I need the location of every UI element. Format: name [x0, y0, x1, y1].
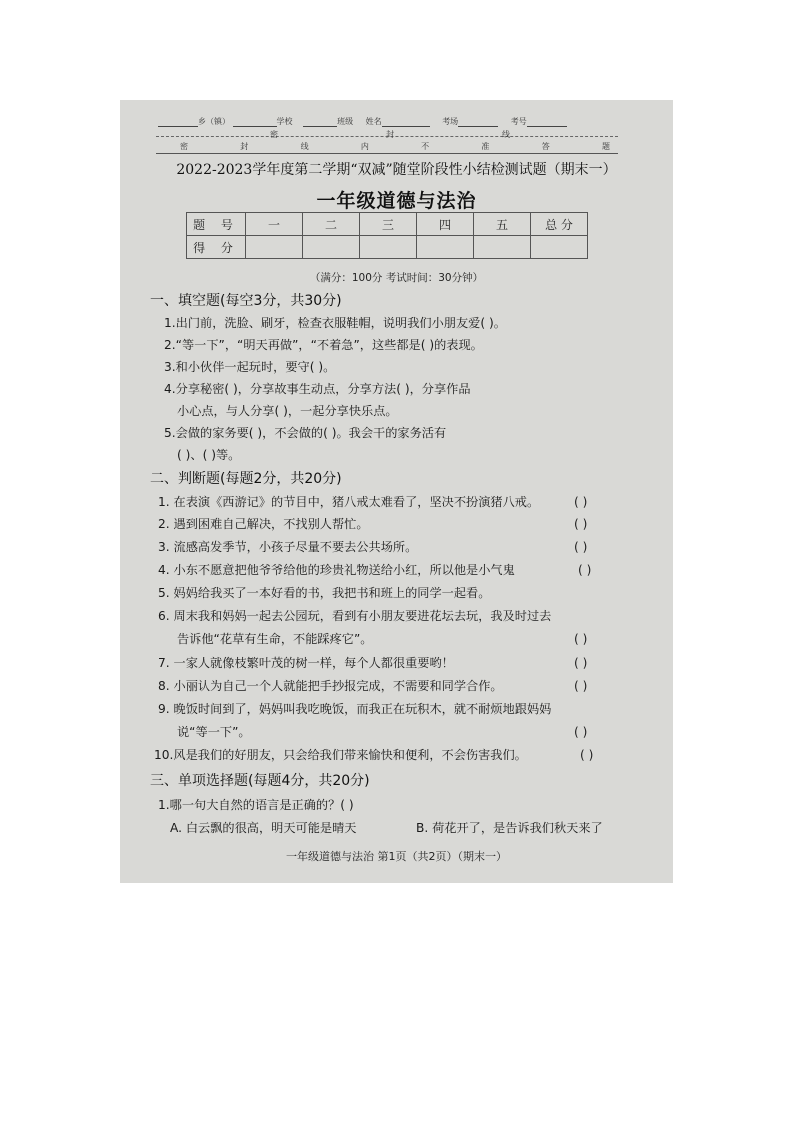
- table-cell: 得 分: [187, 236, 246, 259]
- seal-char: 封: [240, 142, 249, 151]
- exam-room-label: 考场: [442, 117, 459, 126]
- question-line: 5.会做的家务要( )，不会做的( )。我会干的家务活有: [164, 426, 447, 440]
- name-label: 姓名: [365, 117, 382, 126]
- choice-question: 1.哪一句大自然的语言是正确的？( ): [158, 798, 354, 812]
- header-rule: [156, 153, 618, 154]
- judge-item: 10.风是我们的好朋友，只会给我们带来愉快和便利，不会伤害我们。: [154, 748, 527, 762]
- table-header-cell: 题 号: [187, 213, 246, 236]
- subject-title: 一年级道德与法治: [316, 190, 477, 212]
- answer-paren: ( ): [574, 517, 588, 531]
- table-cell: [246, 236, 303, 259]
- section-heading: 二、判断题(每题2分，共20分): [150, 471, 342, 487]
- table-header-cell: 一: [246, 213, 303, 236]
- answer-paren: ( ): [574, 495, 588, 509]
- choice-option-a: A. 白云飘的很高，明天可能是晴天: [170, 821, 357, 835]
- seal-char: 不: [421, 142, 430, 151]
- class-label: 班级: [337, 117, 354, 126]
- table-header-cell: 总 分: [531, 213, 588, 236]
- table-cell: [303, 236, 360, 259]
- table-header-cell: 二: [303, 213, 360, 236]
- question-line: 1.出门前，洗脸、刷牙，检查衣服鞋帽，说明我们小朋友爱( )。: [164, 316, 506, 330]
- exam-number-label: 考号: [510, 117, 527, 126]
- judge-item: 1. 在表演《西游记》的节目中，猪八戒太难看了，坚决不扮演猪八戒。: [158, 495, 540, 509]
- question-line: ( )、( )等。: [177, 448, 241, 462]
- seal-notice: [180, 141, 610, 152]
- answer-paren: ( ): [574, 632, 588, 646]
- seal-char: 密: [180, 142, 188, 151]
- section-heading: 三、单项选择题(每题4分，共20分): [150, 773, 370, 789]
- answer-paren: ( ): [578, 563, 592, 577]
- exam-paper-photo: [120, 100, 673, 883]
- answer-paren: ( ): [574, 679, 588, 693]
- seal-char: 题: [601, 142, 610, 151]
- question-line: 2.“等一下”，“明天再做”，“不着急”，这些都是( )的表现。: [164, 338, 483, 352]
- answer-paren: ( ): [574, 540, 588, 554]
- table-cell: [474, 236, 531, 259]
- question-line: 4.分享秘密( )，分享故事生动点，分享方法( )，分享作品: [164, 382, 471, 396]
- table-cell: [531, 236, 588, 259]
- seal-char: 准: [481, 142, 490, 151]
- table-row: [187, 213, 588, 236]
- answer-paren: ( ): [574, 725, 588, 739]
- table-header-cell: 三: [360, 213, 417, 236]
- table-cell: [417, 236, 474, 259]
- exam-title: 2022-2023学年度第二学期“双减”随堂阶段性小结检测试题（期末一）: [176, 162, 617, 178]
- choice-option-b: B. 荷花开了，是告诉我们秋天来了: [416, 821, 603, 835]
- cut-char: 线: [502, 130, 510, 139]
- answer-paren: ( ): [580, 748, 594, 762]
- section-heading: 一、填空题(每空3分，共30分): [150, 293, 342, 309]
- judge-item: 5. 妈妈给我买了一本好看的书，我把书和班上的同学一起看。: [158, 586, 491, 600]
- question-line: 小心点，与人分享( )，一起分享快乐点。: [177, 404, 398, 418]
- school-label: 学校: [276, 117, 293, 126]
- cut-char: 封: [386, 130, 394, 139]
- judge-item: 9. 晚饭时间到了，妈妈叫我吃晚饭，而我正在玩积木，就不耐烦地跟妈妈: [158, 702, 552, 716]
- table-cell: [360, 236, 417, 259]
- page-footer: 一年级道德与法治 第1页（共2页）（期末一）: [286, 850, 507, 863]
- judge-item: 8. 小丽认为自己一个人就能把手抄报完成，不需要和同学合作。: [158, 679, 503, 693]
- judge-item: 7. 一家人就像枝繁叶茂的树一样，每个人都很重要哟！: [158, 656, 454, 670]
- judge-item: 2. 遇到困难自己解决，不找别人帮忙。: [158, 517, 369, 531]
- judge-item: 告诉他“花草有生命，不能踩疼它”。: [177, 632, 373, 646]
- judge-item: 说“等一下”。: [177, 725, 251, 739]
- question-line: 3.和小伙伴一起玩时，要守( )。: [164, 360, 336, 374]
- seal-char: 答: [541, 142, 550, 151]
- township-label: 乡（镇）: [198, 117, 230, 126]
- student-info-line: [158, 116, 620, 127]
- exam-info: （满分：100分 考试时间：30分钟）: [309, 272, 484, 284]
- judge-item: 4. 小东不愿意把他爷爷给他的珍贵礼物送给小红，所以他是小气鬼: [158, 563, 515, 577]
- cut-char: 密: [270, 130, 278, 139]
- table-header-cell: 四: [417, 213, 474, 236]
- table-row: [187, 236, 588, 259]
- seal-char: 线: [300, 142, 309, 151]
- answer-paren: ( ): [574, 656, 588, 670]
- score-table: [186, 212, 588, 259]
- cut-line-label: [270, 129, 510, 140]
- judge-item: 3. 流感高发季节，小孩子尽量不要去公共场所。: [158, 540, 418, 554]
- seal-char: 内: [360, 142, 369, 151]
- table-header-cell: 五: [474, 213, 531, 236]
- judge-item: 6. 周末我和妈妈一起去公园玩，看到有小朋友要进花坛去玩，我及时过去: [158, 609, 552, 623]
